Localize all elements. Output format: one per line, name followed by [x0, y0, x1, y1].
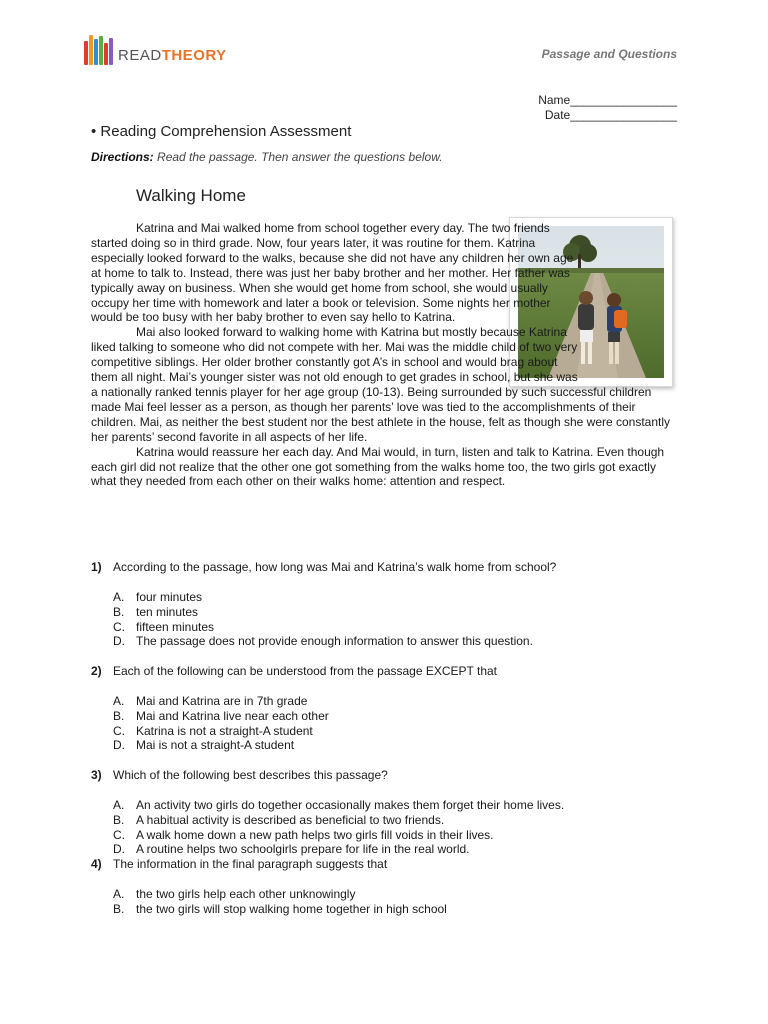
answer-option[interactable]: D. A routine helps two schoolgirls prepare for life in the real world. [113, 842, 470, 857]
question-2 [91, 664, 497, 753]
logo-wordmark: READTHEORY [118, 47, 227, 64]
passage-body [91, 221, 673, 489]
answer-option[interactable]: B. A habitual activity is described as beneficial to two friends. [113, 812, 445, 827]
answer-option[interactable]: A. Mai and Katrina are in 7th grade [113, 694, 308, 708]
answer-option[interactable]: B. ten minutes [113, 604, 199, 619]
name-date-block [538, 93, 677, 123]
answer-options [113, 798, 564, 857]
readtheory-logo [84, 35, 227, 65]
directions [91, 150, 443, 164]
passage-paragraph-3: Katrina would reassure her each day. And Mai would, in turn, listen and talk to Katrina. Even though each girl did not realize that the other one got something from the walks home too, the two girls got exactly what they needed from each other on their walks home: attention and respect. [91, 444, 665, 489]
section-label: Passage and Questions [541, 47, 677, 61]
question-number: 2) [91, 664, 102, 678]
answer-option[interactable]: C. fifteen minutes [113, 619, 215, 634]
question-1 [91, 560, 556, 649]
question-3 [91, 768, 564, 857]
question-number: 4) [91, 857, 102, 871]
name-line: Name________________ [538, 93, 677, 107]
question-number: 1) [91, 560, 102, 574]
date-line: Date________________ [544, 108, 677, 122]
question-stem: The information in the final paragraph suggests that [113, 857, 388, 871]
passage-paragraph-1: Katrina and Mai walked home from school together every day. The two friends started doing so in third grade. Now, four years later, it was routine for them. Katrina especially looked forward to the walks, because she did not have any children her own age at home to talk to. Instead, there was just her baby brother and her mother. Her father was typically away on business. When she would get home from school, she would usually occupy her time with homework and later a book or television. Some nights her mother would be too busy with her baby brother to even say hello to Katrina. [91, 221, 574, 325]
answer-option[interactable]: C. A walk home down a new path helps two girls fill voids in their lives. [113, 827, 494, 842]
answer-options [113, 694, 497, 753]
answer-option[interactable]: C. Katrina is not a straight-A student [113, 723, 313, 738]
assessment-title: • Reading Comprehension Assessment [91, 123, 352, 140]
question-4 [91, 857, 447, 917]
answer-option[interactable]: A. the two girls help each other unknowingly [113, 887, 356, 901]
question-stem: Which of the following best describes this passage? [113, 768, 388, 782]
directions-label: Directions: [91, 150, 154, 164]
answer-option[interactable]: D. The passage does not provide enough information to answer this question. [113, 634, 533, 649]
answer-option[interactable]: D. Mai is not a straight-A student [113, 738, 295, 753]
answer-option[interactable]: B. Mai and Katrina live near each other [113, 708, 329, 723]
directions-text: Read the passage. Then answer the questions below. [153, 150, 443, 164]
passage-title: Walking Home [136, 186, 246, 205]
photo-float-spacer [581, 221, 673, 383]
answer-options [113, 887, 447, 917]
books-logo-icon [84, 35, 113, 65]
passage-paragraph-2: Mai also looked forward to walking home with Katrina but mostly because Katrina liked talking to someone who did not compete with her. Mai was the middle child of two very competitive siblings. Her older brother constantly got A’s in school and would brag about them all night. Mai’s younger sister was not old enough to get grades in school, but she was a nationally ranked tennis player for her age group (10-13). Being surrounded by such successful children made Mai feel lesser as a person, as though her parents’ love was tied to the accomplishments of their children. Mai, as neither the best student nor the best athlete in the house, felt as though she were constantly her parents’ second favorite in all aspects of her life. [91, 325, 671, 444]
answer-option[interactable]: A. four minutes [113, 590, 203, 604]
question-number: 3) [91, 768, 102, 782]
answer-option[interactable]: A. An activity two girls do together occasionally makes them forget their home lives. [113, 798, 565, 812]
answer-option[interactable]: B. the two girls will stop walking home together in high school [113, 901, 447, 916]
question-stem: According to the passage, how long was Mai and Katrina’s walk home from school? [113, 560, 557, 574]
question-stem: Each of the following can be understood from the passage EXCEPT that [113, 664, 498, 678]
answer-options [113, 590, 556, 649]
